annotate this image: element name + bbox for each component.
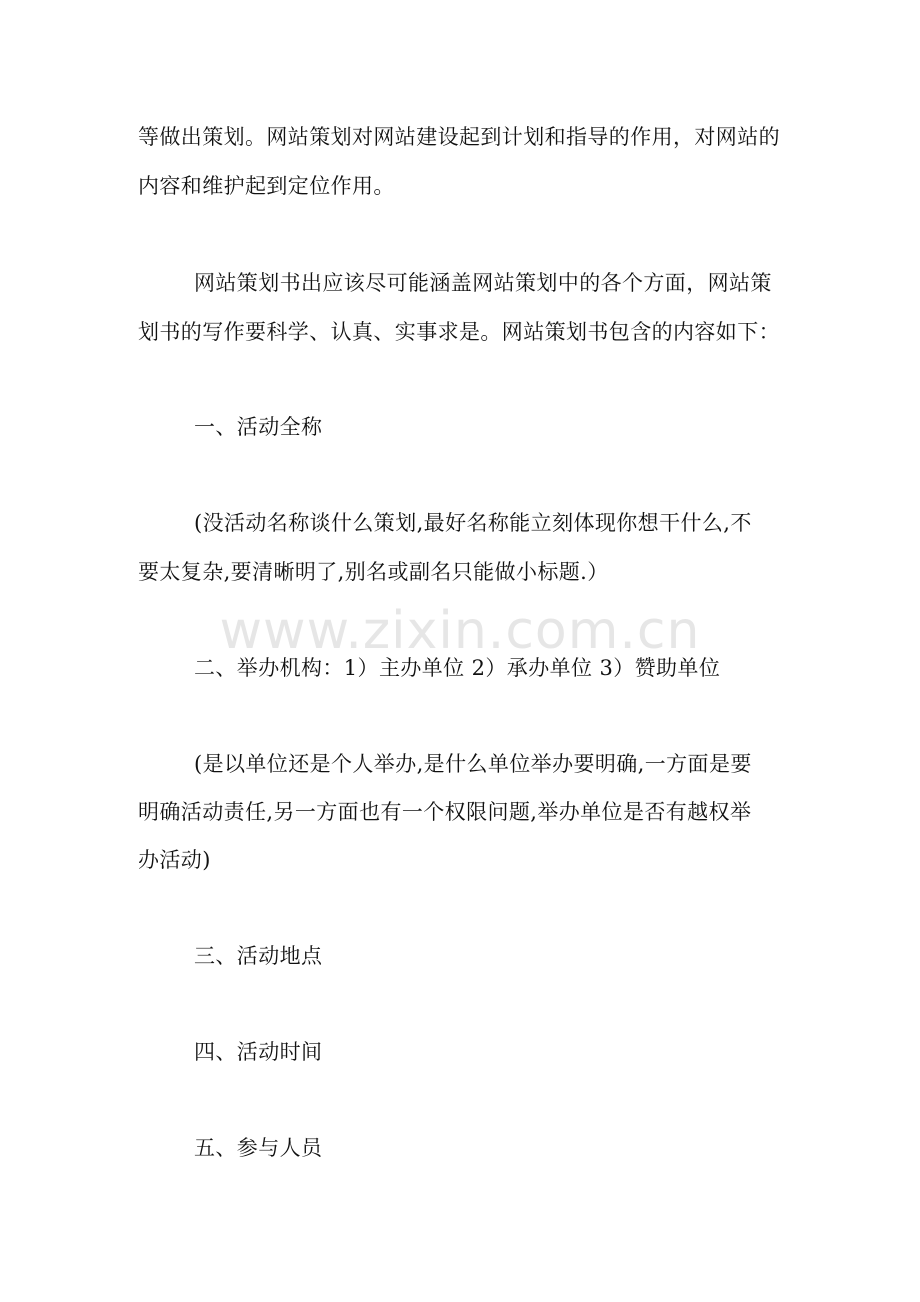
heading-activity-name: 一、活动全称 (194, 415, 323, 439)
paragraph-2-line-2: 划书的写作要科学、认真、实事求是。网站策划书包含的内容如下： (138, 320, 780, 344)
heading-activity-location: 三、活动地点 (194, 944, 323, 968)
heading-participants: 五、参与人员 (194, 1136, 323, 1160)
paragraph-4-line-3: 办活动) (138, 848, 211, 872)
paragraph-4-line-2: 明确活动责任,另一方面也有一个权限问题,举办单位是否有越权举 (138, 800, 752, 824)
paragraph-1-line-1: 等做出策划。网站策划对网站建设起到计划和指导的作用，对网站的 (138, 125, 780, 149)
paragraph-1-line-2: 内容和维护起到定位作用。 (138, 174, 395, 198)
heading-activity-time: 四、活动时间 (194, 1040, 323, 1064)
watermark: www.zixin.com.cn (219, 601, 701, 661)
paragraph-2-line-1: 网站策划书出应该尽可能涵盖网站策划中的各个方面，网站策 (194, 271, 772, 295)
paragraph-4-line-1: (是以单位还是个人举办,是什么单位举办要明确,一方面是要 (194, 752, 752, 776)
heading-organizers: 二、举办机构：1）主办单位 2）承办单位 3）赞助单位 (194, 656, 721, 680)
paragraph-3-line-2: 要太复杂,要清晰明了,别名或副名只能做小标题.） (138, 560, 609, 584)
paragraph-3-line-1: (没活动名称谈什么策划,最好名称能立刻体现你想干什么,不 (194, 511, 752, 535)
